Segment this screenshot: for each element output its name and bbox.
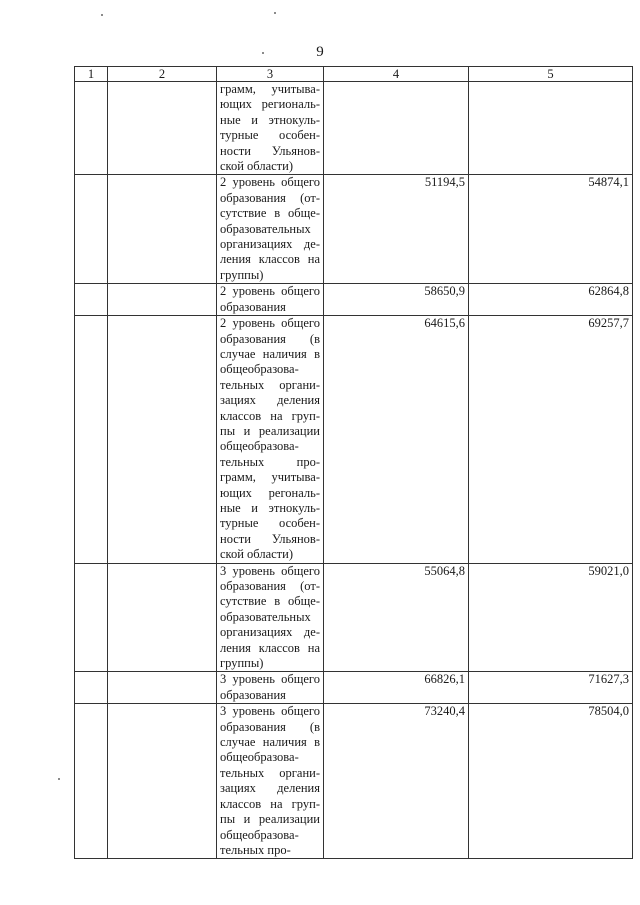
col1-cell bbox=[75, 672, 108, 704]
table-row bbox=[75, 563, 633, 672]
description-line: ления классов на bbox=[220, 252, 320, 267]
description-line: 3 уровень общего bbox=[220, 672, 320, 687]
description-line: классов на груп- bbox=[220, 796, 320, 811]
page-number: 9 bbox=[316, 44, 324, 60]
table-row bbox=[75, 672, 633, 704]
header-cell: 1 bbox=[75, 67, 108, 82]
description-line: общеобразова- bbox=[220, 362, 299, 377]
description-line: 2 уровень общего bbox=[220, 284, 320, 299]
description-line: ской области) bbox=[220, 547, 293, 562]
col1-cell bbox=[75, 175, 108, 284]
description-line: ления классов на bbox=[220, 640, 320, 655]
scan-speck bbox=[101, 14, 103, 16]
col1-cell bbox=[75, 316, 108, 564]
col2-cell bbox=[108, 82, 217, 175]
value-col4 bbox=[324, 82, 469, 175]
description-line: ные и этнокуль- bbox=[220, 112, 320, 127]
description-line: тельных про- bbox=[220, 842, 291, 857]
description-line: тельных органи- bbox=[220, 377, 320, 392]
header-cell: 3 bbox=[217, 67, 324, 82]
description-line: случае наличия в bbox=[220, 735, 320, 750]
header-cell: 5 bbox=[469, 67, 633, 82]
scan-speck bbox=[274, 12, 276, 14]
description-line: тельных органи- bbox=[220, 765, 320, 780]
col2-cell bbox=[108, 563, 217, 672]
header-cell: 2 bbox=[108, 67, 217, 82]
description-cell bbox=[217, 704, 324, 859]
scan-speck bbox=[262, 52, 264, 54]
description-line: образования (в bbox=[220, 331, 320, 346]
description-line: образования bbox=[220, 687, 286, 702]
value-col5: 69257,7 bbox=[469, 316, 633, 564]
col2-cell bbox=[108, 175, 217, 284]
description-line: пы и реализации bbox=[220, 423, 320, 438]
header-cell: 4 bbox=[324, 67, 469, 82]
value-col4: 73240,4 bbox=[324, 704, 469, 859]
table-row bbox=[75, 284, 633, 316]
data-table bbox=[74, 66, 633, 859]
value-col5: 54874,1 bbox=[469, 175, 633, 284]
description-line: турные особен- bbox=[220, 128, 320, 143]
description-line: организациях де- bbox=[220, 237, 320, 252]
description-cell bbox=[217, 284, 324, 316]
description-line: пы и реализации bbox=[220, 812, 320, 827]
description-cell bbox=[217, 316, 324, 564]
description-line: случае наличия в bbox=[220, 346, 320, 361]
description-line: образовательных bbox=[220, 609, 311, 624]
table-row bbox=[75, 316, 633, 564]
value-col4: 66826,1 bbox=[324, 672, 469, 704]
description-line: турные особен- bbox=[220, 516, 320, 531]
description-cell bbox=[217, 563, 324, 672]
description-line: ности Ульянов- bbox=[220, 531, 320, 546]
description-line: 2 уровень общего bbox=[220, 175, 320, 190]
description-cell bbox=[217, 82, 324, 175]
value-col5: 71627,3 bbox=[469, 672, 633, 704]
description-line: 2 уровень общего bbox=[220, 316, 320, 331]
description-line: образования (от- bbox=[220, 579, 320, 593]
col2-cell bbox=[108, 704, 217, 859]
description-line: 3 уровень общего bbox=[220, 563, 320, 578]
description-line: образовательных bbox=[220, 221, 311, 236]
description-line: группы) bbox=[220, 267, 264, 282]
description-line: сутствие в обще- bbox=[220, 594, 320, 609]
col1-cell bbox=[75, 82, 108, 175]
description-line: сутствие в обще- bbox=[220, 206, 320, 221]
description-line: образования bbox=[220, 299, 286, 314]
value-col5 bbox=[469, 82, 633, 175]
table-row bbox=[75, 704, 633, 859]
description-cell bbox=[217, 672, 324, 704]
scan-speck bbox=[58, 778, 60, 780]
description-line: ской области) bbox=[220, 159, 293, 174]
description-line: зациях деления bbox=[220, 393, 320, 408]
col1-cell bbox=[75, 284, 108, 316]
description-line: образования (в bbox=[220, 719, 320, 734]
description-line: ющих региональ- bbox=[220, 97, 320, 112]
description-cell bbox=[217, 175, 324, 284]
description-line: ности Ульянов- bbox=[220, 143, 320, 158]
value-col5: 59021,0 bbox=[469, 563, 633, 672]
description-line: ные и этнокуль- bbox=[220, 500, 320, 515]
col1-cell bbox=[75, 704, 108, 859]
table-row bbox=[75, 82, 633, 175]
description-line: зациях деления bbox=[220, 781, 320, 796]
value-col4: 51194,5 bbox=[324, 175, 469, 284]
description-line: тельных про- bbox=[220, 454, 320, 469]
description-line: грамм, учитыва- bbox=[220, 82, 320, 96]
description-line: общеобразова- bbox=[220, 827, 299, 842]
value-col4: 64615,6 bbox=[324, 316, 469, 564]
value-col4: 55064,8 bbox=[324, 563, 469, 672]
description-line: образования (от- bbox=[220, 190, 320, 205]
description-line: 3 уровень общего bbox=[220, 704, 320, 719]
description-line: классов на груп- bbox=[220, 408, 320, 423]
description-line: организациях де- bbox=[220, 625, 320, 640]
description-line: грамм, учитыва- bbox=[220, 470, 320, 485]
table-row bbox=[75, 175, 633, 284]
table-header-row bbox=[75, 67, 633, 82]
value-col5: 78504,0 bbox=[469, 704, 633, 859]
col2-cell bbox=[108, 284, 217, 316]
description-line: группы) bbox=[220, 656, 264, 671]
value-col4: 58650,9 bbox=[324, 284, 469, 316]
col1-cell bbox=[75, 563, 108, 672]
description-line: ющих регональ- bbox=[220, 485, 320, 500]
description-line: общеобразова- bbox=[220, 750, 299, 765]
description-line: общеобразова- bbox=[220, 439, 299, 454]
value-col5: 62864,8 bbox=[469, 284, 633, 316]
col2-cell bbox=[108, 672, 217, 704]
col2-cell bbox=[108, 316, 217, 564]
